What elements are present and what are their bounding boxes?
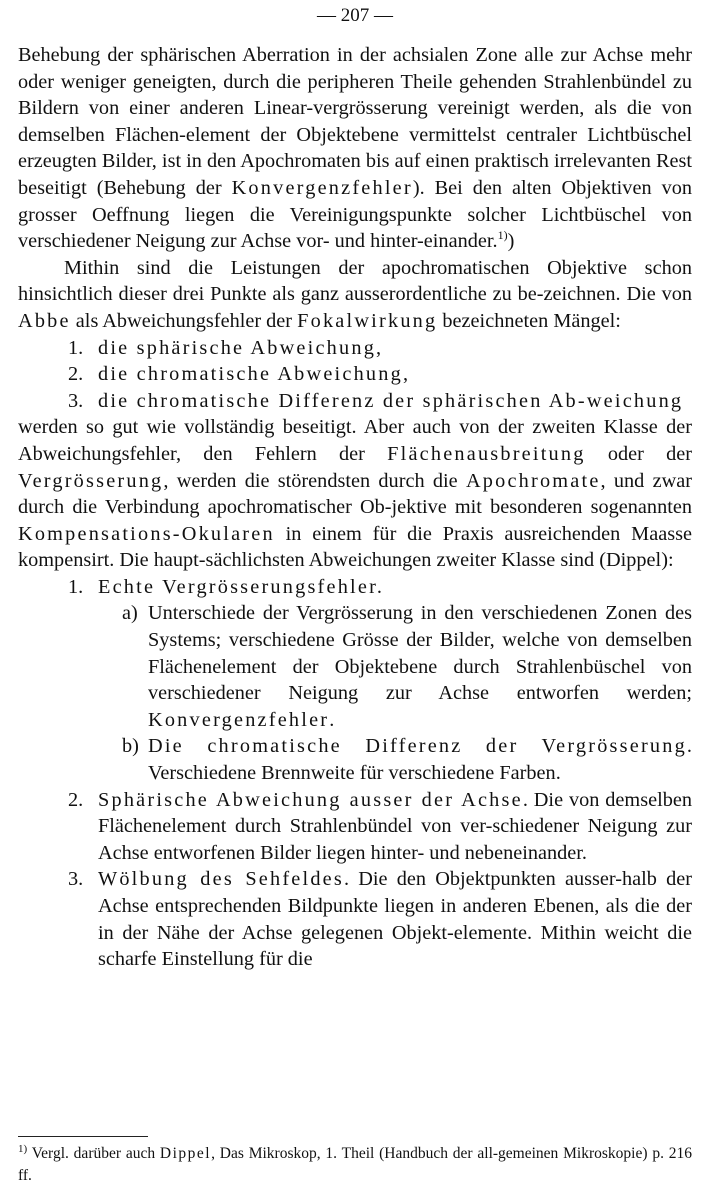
list-item-text: . Die von demselben Flächenelement durch Strahlenbündel von ver-schiedener Neigung zur Achse entworfenen Bilder liegen hinter- und nebeneinander. [98, 788, 693, 864]
emphasis-kompensations-okularen: Kompensations-Okularen [18, 522, 275, 545]
list-number: 3. [68, 389, 84, 412]
footnote-divider [18, 1136, 148, 1137]
list-item [18, 388, 692, 415]
footnote-mark: 1) [18, 1142, 28, 1155]
footnote-reference: 1) [497, 228, 508, 243]
sub-list-text: Unterschiede der Vergrösserung in den verschiedenen Zonen des Systems; verschiedene Grösse der Bilder, welche von demselben Flächenelement der Objektebene durch Strahlenbüschel von verschiedener Neigung zur Achse entworfen werden; [148, 602, 692, 705]
sub-list-end: . [329, 708, 335, 731]
footnote-text-a: Vergl. darüber auch [27, 1145, 160, 1162]
paragraph-3 [18, 414, 692, 574]
list-number: 2. [68, 788, 84, 811]
paragraph-1-end: ). Bei den alten Objektiven von grosser Oeffnung liegen die Vereinigungspunkte solcher Lichtbüschel von verschiedener Neigung zur Achse vor- und hinter-einander. [18, 176, 692, 253]
paragraph-3-text-c: , werden die störendsten durch die [163, 469, 466, 492]
emphasis-apochromate: Apochromate [465, 469, 601, 492]
emphasis-abbe: Abbe [18, 309, 71, 332]
list-item [18, 787, 692, 867]
list-item-title: Echte Vergrösserungsfehler. [98, 575, 385, 598]
paragraph-3-text-a: werden so gut wie vollständig beseitigt. Aber auch von der zweiten Klasse der Abweichungsfehler, den Fehlern der [18, 416, 692, 465]
emphasis-chromatische-differenz: Die chromatische Differenz der Vergrösserung [148, 735, 687, 758]
body-text [18, 42, 692, 973]
paragraph-2-text-a: Mithin sind die Leistungen der apochromatischen Objektive schon hinsichtlich dieser drei Punkte als ganz ausserordentliche zu be-zeichnen. Die von [18, 256, 692, 306]
list-item-text: . Die den Objektpunkten ausser-halb der Achse entsprechenden Bildpunkte liegen in anderen Ebenen, als die der in der Nähe der Achse gelegenen Objekt-elemente. Mithin weicht die scharfe Einstellung für die [98, 868, 692, 971]
emphasis-fokalwirkung: Fokalwirkung [297, 309, 438, 332]
list-number: 2. [68, 363, 84, 386]
sub-list-letter: a) [122, 602, 138, 625]
paragraph-2-text-b: als Abweichungsfehler der [70, 309, 298, 332]
paragraph-2-text-c: bezeichneten Mängel: [437, 309, 621, 332]
sub-list-letter: b) [122, 735, 139, 758]
paragraph-1-text: Behebung der sphärischen Aberration in der achsialen Zone alle zur Achse mehr oder weniger geneigten, durch die peripheren Theile gehenden Strahlenbündel zu Bildern von einer anderen Linear-vergrösserung vereinigt werden, als die von demselben Flächen-element der Objektebene vermittelst centraler Lichtbüschel erzeugten Bilder, ist in den Apochromaten bis auf einen praktisch irrelevanten Rest beseitigt (Behebung der [18, 44, 692, 199]
list-item-title: Wölbung des Sehfeldes [98, 868, 344, 891]
emphasis-konvergenzfehler: Konvergenzfehler [148, 708, 330, 731]
emphasis-flaechenausbreitung: Flächenausbreitung [387, 442, 586, 465]
paragraph-1: Behebung der sphärischen Aberration in der achsialen Zone alle zur Achse mehr oder weniger geneigten, durch die peripheren Theile gehenden Strahlenbündel zu Bildern von einer anderen Linear-vergrösserung vereinigt werden, als die von demselben Flächen-element der Objektebene vermittelst centraler Lichtbüschel erzeugten Bilder, ist in den Apochromaten bis auf einen praktisch irrelevanten Rest beseitigt (Behebung der Konvergenzfehler). Bei den alten Objektiven von grosser Oeffnung liegen die Vereinigungspunkte solcher Lichtbüschel von verschiedener Neigung zur Achse vor- und hinter-einander.$^{1)}$) [18, 44, 692, 253]
list-item-text: die chromatische Differenz der sphärischen Ab-weichung [98, 389, 684, 412]
aberration-list [18, 335, 692, 415]
footnote [18, 1143, 692, 1187]
sub-list-text: . Verschiedene Brennweite für verschiedene Farben. [148, 735, 692, 785]
page-number: — 207 — [317, 5, 393, 26]
sub-list-item [18, 600, 692, 733]
paragraph-2 [18, 255, 692, 335]
paragraph-3-text-e: in einem für die Praxis ausreichenden Maasse kompensirt. Die haupt-sächlichsten Abweichungen zweiter Klasse sind (Dippel): [18, 522, 692, 572]
list-number: 3. [68, 868, 84, 891]
emphasis-vergroesserung: Vergrösserung [18, 469, 164, 492]
list-item-text: die sphärische Abweichung, [98, 336, 384, 359]
paragraph-3-text-d: , und zwar durch die Verbindung apochromatischer Ob-jektive mit besonderen sogenannten [18, 469, 692, 519]
second-class-list [18, 574, 692, 973]
emphasis-konvergenzfehler: Konvergenzfehler [231, 176, 413, 199]
footnote-author: Dippel [159, 1145, 212, 1162]
paragraph-3-text-b: oder der [585, 442, 692, 465]
list-item [18, 335, 692, 362]
list-item [18, 361, 692, 388]
sub-list-item [18, 733, 692, 786]
list-number: 1. [68, 336, 84, 359]
list-item [18, 866, 692, 972]
list-item-text: die chromatische Abweichung, [98, 363, 411, 386]
list-number: 1. [68, 575, 84, 598]
list-item-title: Sphärische Abweichung ausser der Achse [98, 788, 523, 811]
list-item [18, 574, 692, 601]
footnote-text-b: , Das Mikroskop, 1. Theil (Handbuch der all-gemeinen Mikroskopie) p. 216 ff. [18, 1145, 693, 1184]
